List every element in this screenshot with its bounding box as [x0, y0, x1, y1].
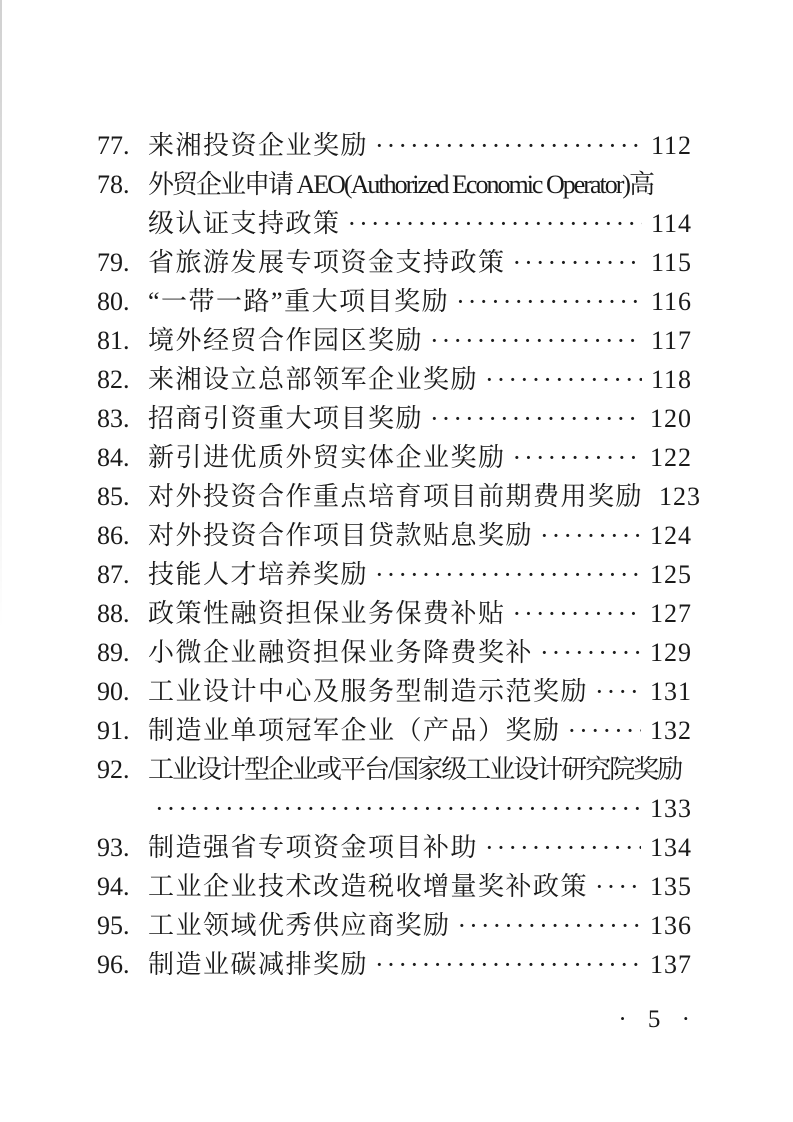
entry-title: 对外投资合作项目贷款贴息奖励	[148, 521, 534, 550]
dot-leader	[375, 555, 641, 594]
entry-number: 88.	[97, 599, 130, 628]
footer-page-number: 5	[647, 1006, 661, 1033]
entry-title: 制造强省专项资金项目补助	[148, 833, 479, 862]
entry-page-number: 120	[650, 404, 692, 433]
entry-title: 制造业单项冠军企业（产品）奖励	[148, 716, 561, 745]
entry-page-number: 132	[650, 716, 692, 745]
entry-page-number: 115	[650, 248, 692, 277]
dot-leader	[456, 282, 642, 321]
entry-page-number: 129	[650, 638, 692, 667]
dot-leader	[155, 789, 641, 828]
entry-number: 85.	[97, 482, 130, 511]
entry-title: 省旅游发展专项资金支持政策	[148, 248, 506, 277]
dot-leader	[595, 867, 641, 906]
entry-number: 78.	[97, 170, 130, 199]
dot-leader	[485, 828, 641, 867]
toc-entry-row	[97, 438, 692, 477]
scan-edge-shadow	[0, 0, 2, 628]
toc-entry-row	[97, 789, 692, 828]
toc-entry-row	[97, 828, 692, 867]
entry-page-number: 116	[650, 287, 692, 316]
toc-entry-row	[97, 555, 692, 594]
dot-leader	[348, 204, 642, 243]
entry-page-number: 125	[650, 560, 692, 589]
dot-leader	[513, 243, 642, 282]
entry-number: 90.	[97, 677, 130, 706]
entry-number: 87.	[97, 560, 130, 589]
entry-title: 级认证支持政策	[148, 209, 341, 238]
entry-number: 94.	[97, 872, 130, 901]
entry-number: 95.	[97, 911, 130, 940]
toc-entry-row	[97, 165, 692, 204]
entry-title: 新引进优质外贸实体企业奖励	[148, 443, 506, 472]
entry-title: 技能人才培养奖励	[148, 560, 369, 589]
entry-title: 小微企业融资担保业务降费奖补	[148, 638, 534, 667]
entry-title: 招商引资重大项目奖励	[148, 404, 424, 433]
toc-list	[97, 126, 702, 984]
entry-title: 政策性融资担保业务保费补贴	[148, 599, 506, 628]
entry-page-number: 135	[650, 872, 692, 901]
entry-title: 工业领域优秀供应商奖励	[148, 911, 451, 940]
toc-entry-row	[97, 360, 692, 399]
entry-number: 93.	[97, 833, 130, 862]
entry-number: 81.	[97, 326, 130, 355]
entry-title: 工业设计中心及服务型制造示范奖励	[148, 677, 589, 706]
entry-number: 91.	[97, 716, 130, 745]
footer-dot-left: ·	[618, 1006, 627, 1033]
dot-leader	[513, 438, 641, 477]
entry-page-number: 123	[659, 482, 702, 511]
entry-number: 86.	[97, 521, 130, 550]
toc-entry-row	[97, 477, 702, 516]
dot-leader	[540, 633, 641, 672]
toc-entry-row	[97, 282, 692, 321]
entry-number: 83.	[97, 404, 130, 433]
entry-page-number: 137	[650, 950, 692, 979]
toc-entry-row	[97, 594, 692, 633]
entry-page-number: 112	[650, 131, 692, 160]
page-footer	[618, 1000, 690, 1040]
entry-number: 82.	[97, 365, 130, 394]
toc-entry-row	[97, 906, 692, 945]
toc-entry-row	[97, 126, 692, 165]
entry-page-number: 133	[650, 794, 692, 823]
entry-title: 来湘投资企业奖励	[148, 131, 369, 160]
toc-entry-row	[97, 750, 692, 789]
entry-page-number: 136	[650, 911, 692, 940]
dot-leader	[430, 399, 641, 438]
dot-leader	[458, 906, 641, 945]
entry-number: 79.	[97, 248, 130, 277]
dot-leader	[568, 711, 641, 750]
toc-entry-row	[97, 672, 692, 711]
entry-page-number: 114	[650, 209, 692, 238]
toc-entry-row	[97, 711, 692, 750]
entry-page-number: 127	[650, 599, 692, 628]
entry-page-number: 118	[650, 365, 692, 394]
entry-title: 外贸企业申请 AEO(Authorized Economic Operator)高	[148, 170, 654, 199]
dot-leader	[430, 321, 642, 360]
entry-page-number: 124	[650, 521, 692, 550]
dot-leader	[540, 516, 641, 555]
entry-title: 境外经贸合作园区奖励	[148, 326, 424, 355]
entry-number: 80.	[97, 287, 130, 316]
toc-entry-row	[97, 945, 692, 984]
dot-leader	[595, 672, 641, 711]
entry-title: “一带一路”重大项目奖励	[148, 287, 450, 316]
toc-entry-row	[97, 516, 692, 555]
footer-dot-right: ·	[681, 1006, 690, 1033]
entry-page-number: 134	[650, 833, 692, 862]
toc-entry-row	[97, 633, 692, 672]
toc-entry-row	[97, 243, 692, 282]
entry-title: 来湘设立总部领军企业奖励	[148, 365, 479, 394]
entry-number: 77.	[97, 131, 130, 160]
dot-leader	[375, 126, 642, 165]
toc-entry-row	[97, 204, 692, 243]
toc-entry-row	[97, 321, 692, 360]
entry-title: 工业企业技术改造税收增量奖补政策	[148, 872, 589, 901]
toc-entry-row	[97, 867, 692, 906]
dot-leader	[375, 945, 641, 984]
entry-title: 对外投资合作重点培育项目前期费用奖励	[148, 482, 644, 511]
dot-leader	[485, 360, 642, 399]
entry-number: 84.	[97, 443, 130, 472]
entry-number: 96.	[97, 950, 130, 979]
entry-title: 工业设计型企业或平台/国家级工业设计研究院奖励	[148, 755, 682, 784]
entry-number: 89.	[97, 638, 130, 667]
entry-number: 92.	[97, 755, 130, 784]
toc-entry-row	[97, 399, 692, 438]
entry-page-number: 122	[650, 443, 692, 472]
entry-page-number: 131	[650, 677, 692, 706]
dot-leader	[513, 594, 641, 633]
entry-title: 制造业碳减排奖励	[148, 950, 369, 979]
entry-page-number: 117	[650, 326, 692, 355]
